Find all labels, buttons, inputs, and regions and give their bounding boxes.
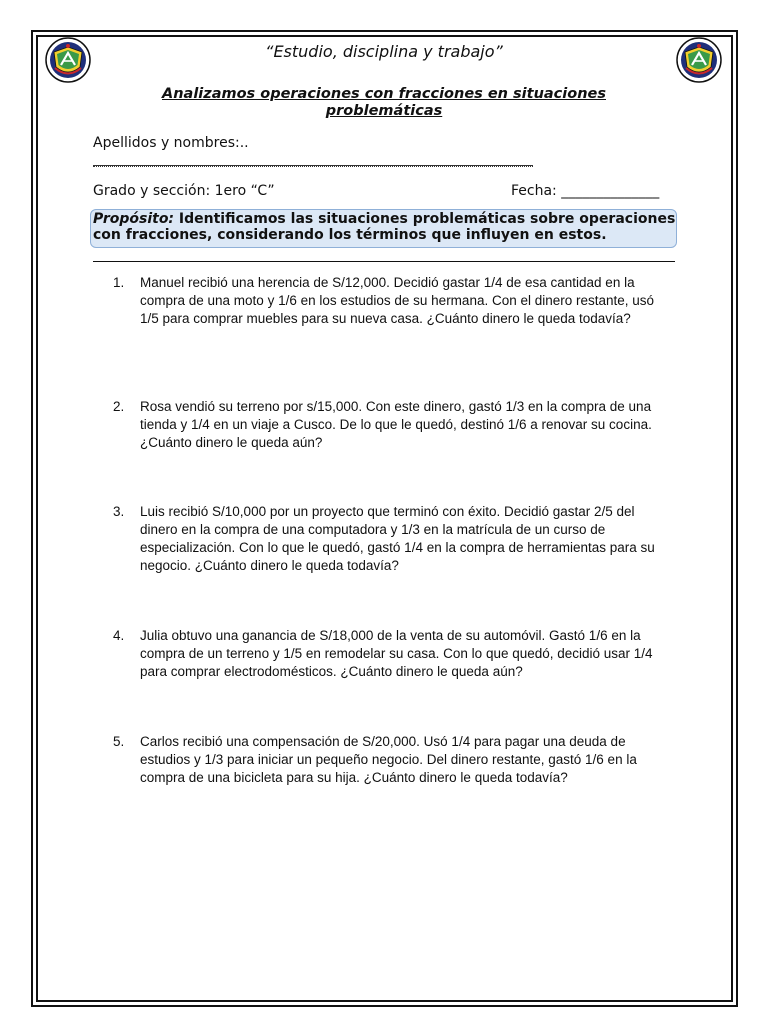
problem-number: 2. [113,399,125,414]
problem-number: 1. [113,275,125,290]
problem-text: Carlos recibió una compensación de S/20,000. Usó 1/4 para pagar una deuda de estudios y 1/3 para iniciar un pequeño negocio. Del dinero restante, gastó 1/6 en la compra de una bicicleta para su hija. ¿Cuánto dinero le queda todavía? [140,734,637,785]
worksheet-title: Analizamos operaciones con fracciones en situaciones problemáticas [161,86,606,119]
problem-number: 3. [113,504,125,519]
name-label: Apellidos y nombres:.. [93,135,249,151]
problem-text: Rosa vendió su terreno por s/15,000. Con este dinero, gastó 1/3 en la compra de una tienda y 1/4 en un viaje a Cusco. De lo que le quedó, destinó 1/6 a renovar su cocina. ¿Cuánto dinero le queda aún? [140,399,652,450]
problem-text: Julia obtuvo una ganancia de S/18,000 de la venta de su automóvil. Gastó 1/6 en la compra de un terreno y 1/5 en remodelar su casa. Con lo que quedó, decidió usar 1/4 para comprar electrodomésticos. ¿Cuánto dinero le queda aún? [140,628,653,679]
problem-text: Manuel recibió una herencia de S/12,000. Decidió gastar 1/4 de esa cantidad en la compra de una moto y 1/6 en los estudios de su hermana. Con el dinero restante, usó 1/5 para comprar muebles para su nueva casa. ¿Cuánto dinero le queda todavía? [140,275,655,326]
purpose-lead: Propósito: [93,211,175,227]
purpose-statement [93,212,678,243]
problem-number: 4. [113,628,125,643]
problem-number: 5. [113,734,125,749]
date-label: Fecha: ______________ [511,183,660,199]
grade-section-label: Grado y sección: 1ero “C” [93,183,275,199]
purpose-body: Identificamos las situaciones problemáticas sobre operaciones con fracciones, considerando los términos que influyen en estos. [93,211,676,243]
school-motto: “Estudio, disciplina y trabajo” [265,42,503,61]
purpose-divider [93,261,675,262]
problem-text: Luis recibió S/10,000 por un proyecto que terminó con éxito. Decidió gastar 2/5 del dinero en la compra de una computadora y 1/3 en la matrícula de un curso de especialización. Con lo que le quedó, gastó 1/4 en la compra de herramientas para su negocio. ¿Cuánto dinero le queda todavía? [140,504,655,573]
name-underline [93,165,533,166]
